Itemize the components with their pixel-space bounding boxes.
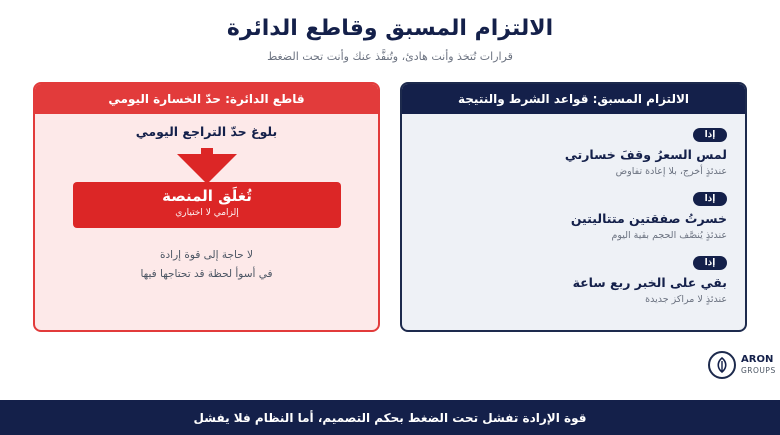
- rule-result: عندئذٍ يُنصَّف الحجم بقية اليوم: [611, 230, 727, 241]
- rules-card-header: الالتزام المسبق: قواعد الشرط والنتيجة: [402, 84, 745, 114]
- if-badge: إذا: [693, 256, 727, 270]
- breaker-action: تُغلَق المنصة: [162, 187, 252, 205]
- circuit-breaker-header: قاطع الدائرة: حدّ الخسارة اليومي: [35, 84, 378, 114]
- funnel-arrow-icon: [175, 148, 239, 184]
- breaker-note-line2: في أسوأ لحظة قد تحتاجها فيها: [140, 268, 273, 280]
- page-title: الالتزام المسبق وقاطع الدائرة: [226, 16, 554, 41]
- rule-condition: لمس السعرُ وقفَ خسارتي: [564, 147, 727, 162]
- rule-item: [427, 250, 727, 305]
- rule-item: [427, 122, 727, 177]
- aron-groups-logo: [708, 351, 776, 379]
- page-subtitle: قرارات تُتخذ وأنت هادئ، وتُنفَّذ عنك وأنت تحت الضغط: [267, 50, 513, 63]
- platform-closed-box: [73, 182, 341, 228]
- logo-name: ARON: [741, 354, 774, 365]
- breaker-note-line1: لا حاجة إلى قوة إرادة: [159, 249, 254, 261]
- rule-item: [427, 186, 727, 241]
- logo-sub: GROUPS: [741, 366, 776, 375]
- breaker-trigger: بلوغ حدّ التراجع اليومي: [135, 124, 278, 139]
- breaker-action-note: إلزامي لا اختياري: [175, 208, 239, 218]
- rules-card: [400, 82, 747, 332]
- if-badge: إذا: [693, 192, 727, 206]
- circuit-breaker-card: [33, 82, 380, 332]
- rule-result: عندئذٍ لا مراكز جديدة: [645, 294, 727, 305]
- logo-leaf-icon: [708, 351, 736, 379]
- if-badge: إذا: [693, 128, 727, 142]
- rule-result: عندئذٍ أخرج، بلا إعادة تفاوض: [615, 166, 727, 177]
- footer-banner: قوة الإرادة تفشل تحت الضغط بحكم التصميم، أما النظام فلا يفشل: [0, 400, 780, 435]
- rule-condition: خسرتُ صفقتين متتاليتين: [570, 211, 727, 226]
- breaker-note: [35, 246, 378, 284]
- rule-condition: بقي على الخبر ربع ساعة: [572, 275, 727, 290]
